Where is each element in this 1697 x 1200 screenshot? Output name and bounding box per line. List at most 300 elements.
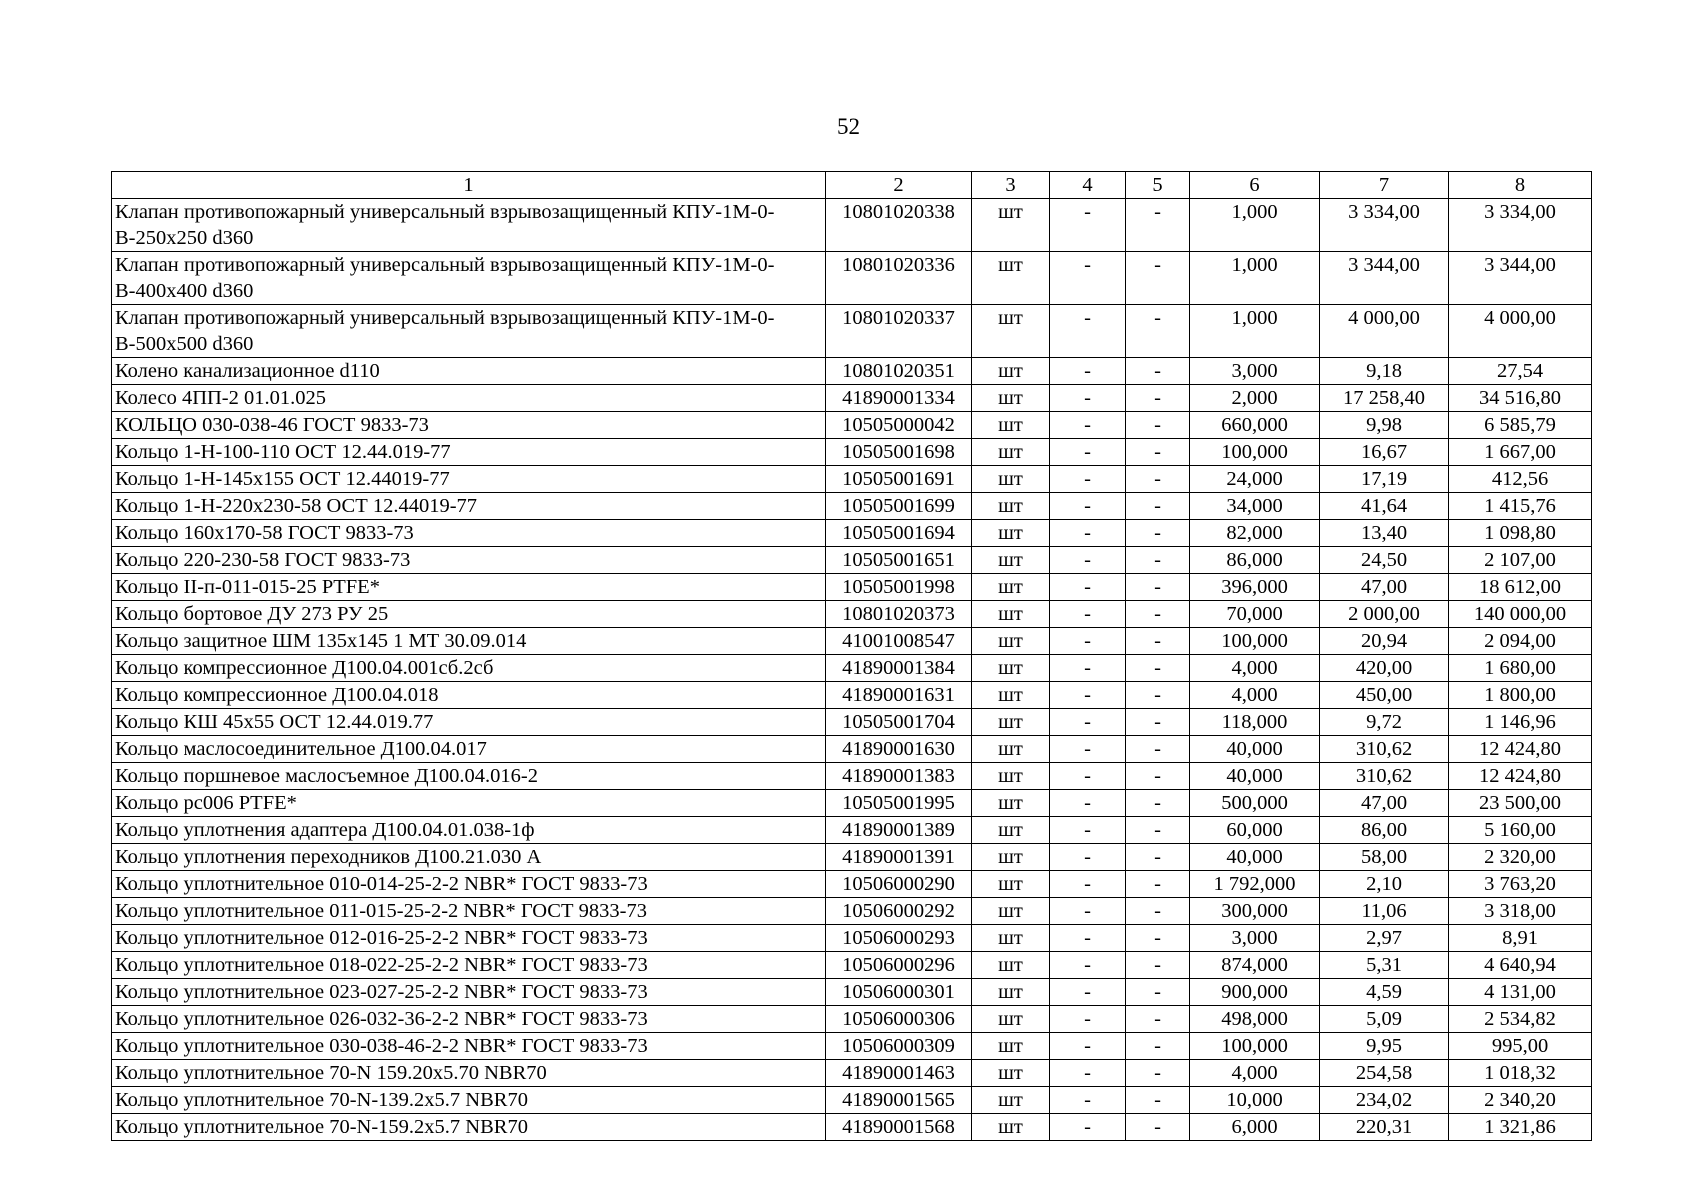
quantity-cell: 874,000 bbox=[1190, 952, 1320, 979]
unit-cell: шт bbox=[972, 1033, 1050, 1060]
item-code-cell: 10506000301 bbox=[826, 979, 972, 1006]
item-name-cell: Кольцо поршневое маслосъемное Д100.04.016-2 bbox=[112, 763, 826, 790]
unit-cell: шт bbox=[972, 439, 1050, 466]
column-5-cell: - bbox=[1126, 628, 1190, 655]
item-name-cell: Кольцо уплотнительное 030-038-46-2-2 NBR* ГОСТ 9833-73 bbox=[112, 1033, 826, 1060]
table-row bbox=[112, 736, 1592, 763]
item-code-cell: 41890001631 bbox=[826, 682, 972, 709]
sum-cell: 995,00 bbox=[1449, 1033, 1592, 1060]
table-row bbox=[112, 1114, 1592, 1141]
quantity-cell: 4,000 bbox=[1190, 655, 1320, 682]
item-name-cell: Кольцо уплотнительное 70-N-159.2x5.7 NBR70 bbox=[112, 1114, 826, 1141]
item-name-cell: Кольцо уплотнительное 026-032-36-2-2 NBR* ГОСТ 9833-73 bbox=[112, 1006, 826, 1033]
column-4-cell: - bbox=[1050, 252, 1126, 305]
quantity-cell: 100,000 bbox=[1190, 1033, 1320, 1060]
quantity-cell: 40,000 bbox=[1190, 844, 1320, 871]
item-code-cell: 10505001694 bbox=[826, 520, 972, 547]
column-4-cell: - bbox=[1050, 898, 1126, 925]
item-name-cell: Кольцо уплотнительное 012-016-25-2-2 NBR* ГОСТ 9833-73 bbox=[112, 925, 826, 952]
price-cell: 17,19 bbox=[1320, 466, 1449, 493]
table-row bbox=[112, 439, 1592, 466]
table-row bbox=[112, 1033, 1592, 1060]
table-row bbox=[112, 655, 1592, 682]
item-code-cell: 41890001334 bbox=[826, 385, 972, 412]
column-5-cell: - bbox=[1126, 844, 1190, 871]
price-cell: 47,00 bbox=[1320, 790, 1449, 817]
item-name-cell: Колено канализационное d110 bbox=[112, 358, 826, 385]
column-4-cell: - bbox=[1050, 790, 1126, 817]
quantity-cell: 3,000 bbox=[1190, 358, 1320, 385]
column-5-cell: - bbox=[1126, 547, 1190, 574]
sum-cell: 1 321,86 bbox=[1449, 1114, 1592, 1141]
table-row bbox=[112, 763, 1592, 790]
sum-cell: 2 340,20 bbox=[1449, 1087, 1592, 1114]
column-5-cell: - bbox=[1126, 1087, 1190, 1114]
column-4-cell: - bbox=[1050, 952, 1126, 979]
price-cell: 310,62 bbox=[1320, 736, 1449, 763]
table-row bbox=[112, 1060, 1592, 1087]
item-name-cell: КОЛЬЦО 030-038-46 ГОСТ 9833-73 bbox=[112, 412, 826, 439]
column-5-cell: - bbox=[1126, 439, 1190, 466]
unit-cell: шт bbox=[972, 412, 1050, 439]
column-5-cell: - bbox=[1126, 1006, 1190, 1033]
sum-cell: 2 094,00 bbox=[1449, 628, 1592, 655]
unit-cell: шт bbox=[972, 709, 1050, 736]
sum-cell: 12 424,80 bbox=[1449, 763, 1592, 790]
item-code-cell: 10505001698 bbox=[826, 439, 972, 466]
item-code-cell: 41890001389 bbox=[826, 817, 972, 844]
column-header-6: 6 bbox=[1190, 172, 1320, 199]
price-cell: 3 344,00 bbox=[1320, 252, 1449, 305]
quantity-cell: 500,000 bbox=[1190, 790, 1320, 817]
item-code-cell: 10506000293 bbox=[826, 925, 972, 952]
item-code-cell: 41890001630 bbox=[826, 736, 972, 763]
table-row bbox=[112, 709, 1592, 736]
column-4-cell: - bbox=[1050, 358, 1126, 385]
unit-cell: шт bbox=[972, 871, 1050, 898]
column-4-cell: - bbox=[1050, 655, 1126, 682]
column-4-cell: - bbox=[1050, 412, 1126, 439]
item-name-cell: Кольцо 1-Н-220х230-58 ОСТ 12.44019-77 bbox=[112, 493, 826, 520]
column-5-cell: - bbox=[1126, 574, 1190, 601]
sum-cell: 1 415,76 bbox=[1449, 493, 1592, 520]
sum-cell: 1 098,80 bbox=[1449, 520, 1592, 547]
column-4-cell: - bbox=[1050, 305, 1126, 358]
quantity-cell: 100,000 bbox=[1190, 439, 1320, 466]
table-row bbox=[112, 199, 1592, 252]
column-5-cell: - bbox=[1126, 682, 1190, 709]
item-code-cell: 10506000290 bbox=[826, 871, 972, 898]
table-row bbox=[112, 385, 1592, 412]
column-4-cell: - bbox=[1050, 979, 1126, 1006]
item-name-cell: Кольцо уплотнения адаптера Д100.04.01.038-1ф bbox=[112, 817, 826, 844]
sum-cell: 3 344,00 bbox=[1449, 252, 1592, 305]
table-row bbox=[112, 547, 1592, 574]
item-name-cell: Клапан противопожарный универсальный взрывозащищенный КПУ-1М-0-В-250х250 d360 bbox=[112, 199, 826, 252]
item-name-cell: Клапан противопожарный универсальный взрывозащищенный КПУ-1М-0-В-400х400 d360 bbox=[112, 252, 826, 305]
item-code-cell: 10801020337 bbox=[826, 305, 972, 358]
price-cell: 4,59 bbox=[1320, 979, 1449, 1006]
sum-cell: 4 000,00 bbox=[1449, 305, 1592, 358]
column-4-cell: - bbox=[1050, 1087, 1126, 1114]
column-header-5: 5 bbox=[1126, 172, 1190, 199]
table-row bbox=[112, 817, 1592, 844]
price-cell: 2,10 bbox=[1320, 871, 1449, 898]
column-5-cell: - bbox=[1126, 790, 1190, 817]
quantity-cell: 34,000 bbox=[1190, 493, 1320, 520]
quantity-cell: 1,000 bbox=[1190, 199, 1320, 252]
item-code-cell: 41890001565 bbox=[826, 1087, 972, 1114]
item-name-cell: Кольцо уплотнительное 70-N 159.20x5.70 NBR70 bbox=[112, 1060, 826, 1087]
column-4-cell: - bbox=[1050, 1060, 1126, 1087]
price-cell: 5,09 bbox=[1320, 1006, 1449, 1033]
table-row bbox=[112, 412, 1592, 439]
column-5-cell: - bbox=[1126, 199, 1190, 252]
sum-cell: 34 516,80 bbox=[1449, 385, 1592, 412]
column-4-cell: - bbox=[1050, 817, 1126, 844]
sum-cell: 140 000,00 bbox=[1449, 601, 1592, 628]
sum-cell: 4 640,94 bbox=[1449, 952, 1592, 979]
table-row bbox=[112, 358, 1592, 385]
sum-cell: 4 131,00 bbox=[1449, 979, 1592, 1006]
item-code-cell: 10801020336 bbox=[826, 252, 972, 305]
table-row bbox=[112, 1087, 1592, 1114]
column-5-cell: - bbox=[1126, 252, 1190, 305]
quantity-cell: 4,000 bbox=[1190, 682, 1320, 709]
item-code-cell: 10801020351 bbox=[826, 358, 972, 385]
price-cell: 11,06 bbox=[1320, 898, 1449, 925]
unit-cell: шт bbox=[972, 925, 1050, 952]
item-name-cell: Кольцо II-п-011-015-25 PTFE* bbox=[112, 574, 826, 601]
quantity-cell: 300,000 bbox=[1190, 898, 1320, 925]
column-5-cell: - bbox=[1126, 925, 1190, 952]
unit-cell: шт bbox=[972, 817, 1050, 844]
item-name-cell: Кольцо бортовое ДУ 273 РУ 25 bbox=[112, 601, 826, 628]
column-4-cell: - bbox=[1050, 844, 1126, 871]
item-code-cell: 10505000042 bbox=[826, 412, 972, 439]
column-4-cell: - bbox=[1050, 1033, 1126, 1060]
unit-cell: шт bbox=[972, 493, 1050, 520]
unit-cell: шт bbox=[972, 199, 1050, 252]
unit-cell: шт bbox=[972, 466, 1050, 493]
item-name-cell: Кольцо уплотнительное 011-015-25-2-2 NBR* ГОСТ 9833-73 bbox=[112, 898, 826, 925]
sum-cell: 2 320,00 bbox=[1449, 844, 1592, 871]
column-5-cell: - bbox=[1126, 898, 1190, 925]
item-code-cell: 10506000309 bbox=[826, 1033, 972, 1060]
quantity-cell: 100,000 bbox=[1190, 628, 1320, 655]
unit-cell: шт bbox=[972, 1087, 1050, 1114]
unit-cell: шт bbox=[972, 682, 1050, 709]
column-5-cell: - bbox=[1126, 952, 1190, 979]
unit-cell: шт bbox=[972, 628, 1050, 655]
table-row bbox=[112, 252, 1592, 305]
unit-cell: шт bbox=[972, 305, 1050, 358]
item-code-cell: 10506000296 bbox=[826, 952, 972, 979]
price-cell: 254,58 bbox=[1320, 1060, 1449, 1087]
item-name-cell: Кольцо уплотнения переходников Д100.21.030 А bbox=[112, 844, 826, 871]
item-name-cell: Кольцо уплотнительное 010-014-25-2-2 NBR* ГОСТ 9833-73 bbox=[112, 871, 826, 898]
price-cell: 9,18 bbox=[1320, 358, 1449, 385]
column-4-cell: - bbox=[1050, 736, 1126, 763]
unit-cell: шт bbox=[972, 1060, 1050, 1087]
item-name-cell: Кольцо 1-Н-145х155 ОСТ 12.44019-77 bbox=[112, 466, 826, 493]
column-5-cell: - bbox=[1126, 763, 1190, 790]
item-code-cell: 10801020373 bbox=[826, 601, 972, 628]
unit-cell: шт bbox=[972, 979, 1050, 1006]
quantity-cell: 60,000 bbox=[1190, 817, 1320, 844]
price-cell: 86,00 bbox=[1320, 817, 1449, 844]
column-4-cell: - bbox=[1050, 763, 1126, 790]
page-number: 52 bbox=[837, 114, 860, 139]
quantity-cell: 70,000 bbox=[1190, 601, 1320, 628]
price-cell: 220,31 bbox=[1320, 1114, 1449, 1141]
column-5-cell: - bbox=[1126, 655, 1190, 682]
price-cell: 3 334,00 bbox=[1320, 199, 1449, 252]
quantity-cell: 1 792,000 bbox=[1190, 871, 1320, 898]
column-5-cell: - bbox=[1126, 305, 1190, 358]
unit-cell: шт bbox=[972, 763, 1050, 790]
item-code-cell: 41890001463 bbox=[826, 1060, 972, 1087]
column-header-7: 7 bbox=[1320, 172, 1449, 199]
column-5-cell: - bbox=[1126, 817, 1190, 844]
quantity-cell: 6,000 bbox=[1190, 1114, 1320, 1141]
unit-cell: шт bbox=[972, 736, 1050, 763]
table-row bbox=[112, 952, 1592, 979]
unit-cell: шт bbox=[972, 655, 1050, 682]
column-header-3: 3 bbox=[972, 172, 1050, 199]
item-name-cell: Кольцо компрессионное Д100.04.018 bbox=[112, 682, 826, 709]
column-header-2: 2 bbox=[826, 172, 972, 199]
column-5-cell: - bbox=[1126, 709, 1190, 736]
price-cell: 17 258,40 bbox=[1320, 385, 1449, 412]
column-4-cell: - bbox=[1050, 199, 1126, 252]
column-5-cell: - bbox=[1126, 1033, 1190, 1060]
item-name-cell: Кольцо уплотнительное 018-022-25-2-2 NBR* ГОСТ 9833-73 bbox=[112, 952, 826, 979]
unit-cell: шт bbox=[972, 601, 1050, 628]
item-name-cell: Кольцо 1-Н-100-110 ОСТ 12.44.019-77 bbox=[112, 439, 826, 466]
quantity-cell: 40,000 bbox=[1190, 763, 1320, 790]
item-code-cell: 41001008547 bbox=[826, 628, 972, 655]
sum-cell: 1 667,00 bbox=[1449, 439, 1592, 466]
unit-cell: шт bbox=[972, 574, 1050, 601]
price-cell: 47,00 bbox=[1320, 574, 1449, 601]
sum-cell: 12 424,80 bbox=[1449, 736, 1592, 763]
item-code-cell: 41890001568 bbox=[826, 1114, 972, 1141]
item-code-cell: 10505001691 bbox=[826, 466, 972, 493]
item-name-cell: Кольцо уплотнительное 023-027-25-2-2 NBR* ГОСТ 9833-73 bbox=[112, 979, 826, 1006]
table-row bbox=[112, 682, 1592, 709]
quantity-cell: 118,000 bbox=[1190, 709, 1320, 736]
unit-cell: шт bbox=[972, 520, 1050, 547]
column-5-cell: - bbox=[1126, 736, 1190, 763]
item-code-cell: 10505001651 bbox=[826, 547, 972, 574]
price-cell: 2,97 bbox=[1320, 925, 1449, 952]
sum-cell: 3 334,00 bbox=[1449, 199, 1592, 252]
column-4-cell: - bbox=[1050, 925, 1126, 952]
quantity-cell: 40,000 bbox=[1190, 736, 1320, 763]
column-4-cell: - bbox=[1050, 466, 1126, 493]
column-4-cell: - bbox=[1050, 385, 1126, 412]
sum-cell: 412,56 bbox=[1449, 466, 1592, 493]
unit-cell: шт bbox=[972, 1114, 1050, 1141]
sum-cell: 1 146,96 bbox=[1449, 709, 1592, 736]
column-5-cell: - bbox=[1126, 601, 1190, 628]
column-4-cell: - bbox=[1050, 628, 1126, 655]
table-header-row bbox=[112, 172, 1592, 199]
price-cell: 2 000,00 bbox=[1320, 601, 1449, 628]
unit-cell: шт bbox=[972, 844, 1050, 871]
quantity-cell: 24,000 bbox=[1190, 466, 1320, 493]
item-name-cell: Кольцо КШ 45х55 ОСТ 12.44.019.77 bbox=[112, 709, 826, 736]
price-cell: 9,98 bbox=[1320, 412, 1449, 439]
column-header-8: 8 bbox=[1449, 172, 1592, 199]
price-cell: 450,00 bbox=[1320, 682, 1449, 709]
column-5-cell: - bbox=[1126, 979, 1190, 1006]
column-5-cell: - bbox=[1126, 1114, 1190, 1141]
quantity-cell: 10,000 bbox=[1190, 1087, 1320, 1114]
price-cell: 24,50 bbox=[1320, 547, 1449, 574]
table-row bbox=[112, 871, 1592, 898]
table-row bbox=[112, 628, 1592, 655]
quantity-cell: 900,000 bbox=[1190, 979, 1320, 1006]
price-cell: 20,94 bbox=[1320, 628, 1449, 655]
sum-cell: 5 160,00 bbox=[1449, 817, 1592, 844]
sum-cell: 1 680,00 bbox=[1449, 655, 1592, 682]
sum-cell: 1 800,00 bbox=[1449, 682, 1592, 709]
sum-cell: 3 318,00 bbox=[1449, 898, 1592, 925]
price-cell: 58,00 bbox=[1320, 844, 1449, 871]
sum-cell: 1 018,32 bbox=[1449, 1060, 1592, 1087]
price-cell: 9,72 bbox=[1320, 709, 1449, 736]
column-4-cell: - bbox=[1050, 493, 1126, 520]
table-body bbox=[112, 199, 1592, 1141]
sum-cell: 2 107,00 bbox=[1449, 547, 1592, 574]
column-4-cell: - bbox=[1050, 520, 1126, 547]
table-row bbox=[112, 844, 1592, 871]
price-cell: 5,31 bbox=[1320, 952, 1449, 979]
price-cell: 9,95 bbox=[1320, 1033, 1449, 1060]
unit-cell: шт bbox=[972, 898, 1050, 925]
sum-cell: 18 612,00 bbox=[1449, 574, 1592, 601]
column-4-cell: - bbox=[1050, 709, 1126, 736]
unit-cell: шт bbox=[972, 547, 1050, 574]
table-row bbox=[112, 1006, 1592, 1033]
table-row bbox=[112, 493, 1592, 520]
sum-cell: 8,91 bbox=[1449, 925, 1592, 952]
item-name-cell: Кольцо защитное ШМ 135х145 1 МТ 30.09.014 bbox=[112, 628, 826, 655]
price-cell: 310,62 bbox=[1320, 763, 1449, 790]
item-code-cell: 41890001384 bbox=[826, 655, 972, 682]
column-4-cell: - bbox=[1050, 547, 1126, 574]
item-name-cell: Клапан противопожарный универсальный взрывозащищенный КПУ-1М-0-В-500х500 d360 bbox=[112, 305, 826, 358]
unit-cell: шт bbox=[972, 358, 1050, 385]
unit-cell: шт bbox=[972, 252, 1050, 305]
column-4-cell: - bbox=[1050, 1006, 1126, 1033]
table-row bbox=[112, 305, 1592, 358]
column-4-cell: - bbox=[1050, 682, 1126, 709]
column-header-1: 1 bbox=[112, 172, 826, 199]
item-name-cell: Кольцо компрессионное Д100.04.001сб.2сб bbox=[112, 655, 826, 682]
item-name-cell: Кольцо 220-230-58 ГОСТ 9833-73 bbox=[112, 547, 826, 574]
sum-cell: 27,54 bbox=[1449, 358, 1592, 385]
sum-cell: 6 585,79 bbox=[1449, 412, 1592, 439]
price-cell: 4 000,00 bbox=[1320, 305, 1449, 358]
item-name-cell: Кольцо 160х170-58 ГОСТ 9833-73 bbox=[112, 520, 826, 547]
column-5-cell: - bbox=[1126, 493, 1190, 520]
table-row bbox=[112, 790, 1592, 817]
unit-cell: шт bbox=[972, 790, 1050, 817]
price-cell: 13,40 bbox=[1320, 520, 1449, 547]
column-4-cell: - bbox=[1050, 871, 1126, 898]
item-name-cell: Колесо 4ПП-2 01.01.025 bbox=[112, 385, 826, 412]
price-cell: 420,00 bbox=[1320, 655, 1449, 682]
quantity-cell: 2,000 bbox=[1190, 385, 1320, 412]
column-header-4: 4 bbox=[1050, 172, 1126, 199]
column-5-cell: - bbox=[1126, 1060, 1190, 1087]
item-code-cell: 10505001704 bbox=[826, 709, 972, 736]
sum-cell: 23 500,00 bbox=[1449, 790, 1592, 817]
price-cell: 234,02 bbox=[1320, 1087, 1449, 1114]
quantity-cell: 396,000 bbox=[1190, 574, 1320, 601]
sum-cell: 2 534,82 bbox=[1449, 1006, 1592, 1033]
quantity-cell: 82,000 bbox=[1190, 520, 1320, 547]
table-row bbox=[112, 466, 1592, 493]
column-4-cell: - bbox=[1050, 601, 1126, 628]
item-code-cell: 10506000306 bbox=[826, 1006, 972, 1033]
column-5-cell: - bbox=[1126, 412, 1190, 439]
quantity-cell: 1,000 bbox=[1190, 305, 1320, 358]
item-code-cell: 10801020338 bbox=[826, 199, 972, 252]
column-5-cell: - bbox=[1126, 520, 1190, 547]
quantity-cell: 660,000 bbox=[1190, 412, 1320, 439]
column-5-cell: - bbox=[1126, 385, 1190, 412]
table-row bbox=[112, 520, 1592, 547]
item-code-cell: 10505001998 bbox=[826, 574, 972, 601]
item-code-cell: 10505001995 bbox=[826, 790, 972, 817]
column-5-cell: - bbox=[1126, 358, 1190, 385]
column-4-cell: - bbox=[1050, 1114, 1126, 1141]
table-row bbox=[112, 925, 1592, 952]
quantity-cell: 86,000 bbox=[1190, 547, 1320, 574]
column-4-cell: - bbox=[1050, 574, 1126, 601]
item-name-cell: Кольцо уплотнительное 70-N-139.2x5.7 NBR70 bbox=[112, 1087, 826, 1114]
materials-table bbox=[111, 171, 1592, 1141]
column-5-cell: - bbox=[1126, 871, 1190, 898]
quantity-cell: 1,000 bbox=[1190, 252, 1320, 305]
unit-cell: шт bbox=[972, 385, 1050, 412]
quantity-cell: 4,000 bbox=[1190, 1060, 1320, 1087]
unit-cell: шт bbox=[972, 952, 1050, 979]
price-cell: 41,64 bbox=[1320, 493, 1449, 520]
table-row bbox=[112, 979, 1592, 1006]
column-5-cell: - bbox=[1126, 466, 1190, 493]
table-row bbox=[112, 574, 1592, 601]
quantity-cell: 3,000 bbox=[1190, 925, 1320, 952]
item-name-cell: Кольцо маслосоединительное Д100.04.017 bbox=[112, 736, 826, 763]
item-code-cell: 41890001383 bbox=[826, 763, 972, 790]
column-4-cell: - bbox=[1050, 439, 1126, 466]
unit-cell: шт bbox=[972, 1006, 1050, 1033]
item-code-cell: 41890001391 bbox=[826, 844, 972, 871]
item-name-cell: Кольцо рс006 PTFE* bbox=[112, 790, 826, 817]
table-row bbox=[112, 898, 1592, 925]
sum-cell: 3 763,20 bbox=[1449, 871, 1592, 898]
item-code-cell: 10506000292 bbox=[826, 898, 972, 925]
price-cell: 16,67 bbox=[1320, 439, 1449, 466]
item-code-cell: 10505001699 bbox=[826, 493, 972, 520]
quantity-cell: 498,000 bbox=[1190, 1006, 1320, 1033]
table-row bbox=[112, 601, 1592, 628]
